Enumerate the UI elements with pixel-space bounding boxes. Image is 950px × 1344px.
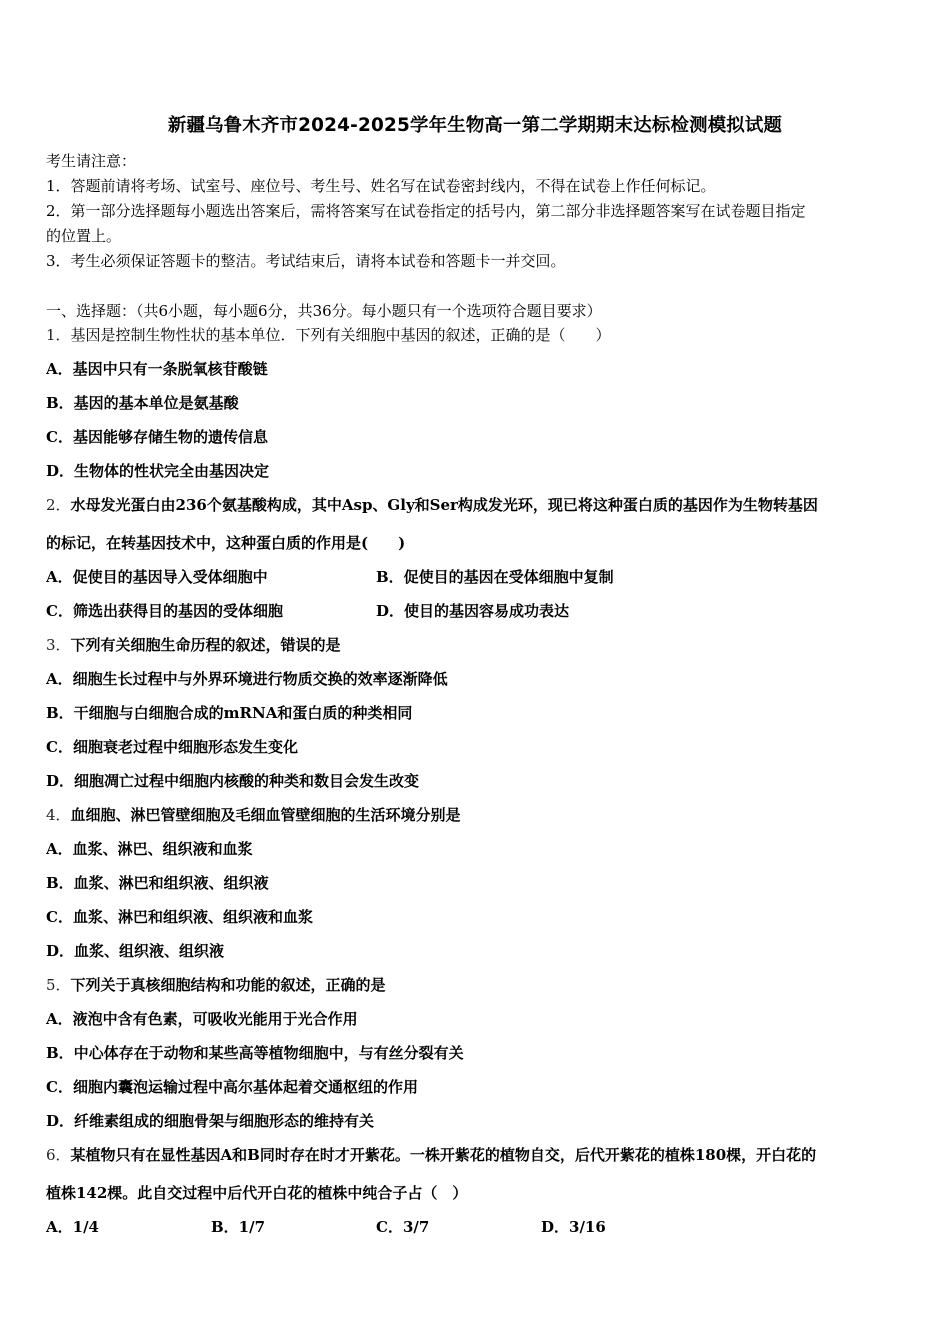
- option-a: A．促使目的基因导入受体细胞中: [46, 568, 268, 586]
- option-b: B．血浆、淋巴和组织液、组织液: [46, 874, 269, 892]
- option-b: B．促使目的基因在受体细胞中复制: [376, 568, 614, 586]
- question-1-stem: [46, 325, 611, 345]
- question-6-stem: [46, 1145, 816, 1165]
- question-5-stem: [46, 975, 386, 995]
- question-text: 下列关于真核细胞结构和功能的叙述，正确的是: [70, 976, 386, 994]
- question-2-stem-cont: 的标记，在转基因技术中，这种蛋白质的作用是( ): [46, 534, 406, 552]
- option-a: A．血浆、淋巴、组织液和血浆: [46, 840, 253, 858]
- option-c: C．细胞内囊泡运输过程中高尔基体起着交通枢纽的作用: [46, 1078, 418, 1096]
- question-text: 下列有关细胞生命历程的叙述，错误的是: [70, 636, 341, 654]
- question-number: 1．: [46, 326, 71, 344]
- option-a: A．1/4: [46, 1218, 99, 1236]
- option-c: C．血浆、淋巴和组织液、组织液和血浆: [46, 908, 313, 926]
- exam-title: 新疆乌鲁木齐市2024-2025学年生物高一第二学期期末达标检测模拟试题: [167, 115, 783, 136]
- option-d: D．纤维素组成的细胞骨架与细胞形态的维持有关: [46, 1112, 375, 1130]
- option-d: D．生物体的性状完全由基因决定: [46, 462, 270, 480]
- question-text: 某植物只有在显性基因A和B同时存在时才开紫花。一株开紫花的植物自交，后代开紫花的植株180棵，开白花的: [70, 1146, 817, 1164]
- notice-heading: 考生请注意：: [46, 152, 137, 170]
- notice-item: 1．答题前请将考场、试室号、座位号、考生号、姓名写在试卷密封线内，不得在试卷上作任何标记。: [46, 177, 716, 195]
- notice-item: 的位置上。: [46, 227, 122, 245]
- option-c: C．基因能够存储生物的遗传信息: [46, 428, 268, 446]
- question-number: 2．: [46, 496, 71, 514]
- notice-item: 2．第一部分选择题每小题选出答案后，需将答案写在试卷指定的括号内，第二部分非选择题答案写在试卷题目指定: [46, 202, 806, 220]
- question-3-stem: [46, 635, 341, 655]
- option-d: D．细胞凋亡过程中细胞内核酸的种类和数目会发生改变: [46, 772, 420, 790]
- option-c: C．3/7: [376, 1218, 430, 1236]
- question-4-stem: [46, 805, 461, 825]
- option-d: D．血浆、组织液、组织液: [46, 942, 225, 960]
- question-text: 基因是控制生物性状的基本单位．下列有关细胞中基因的叙述，正确的是（ ）: [70, 326, 611, 344]
- question-text: 水母发光蛋白由236个氨基酸构成，其中Asp、Gly和Ser构成发光环，现已将这种蛋白质的基因作为生物转基因: [70, 496, 818, 514]
- question-number: 4．: [46, 806, 71, 824]
- notice-item: 3．考生必须保证答题卡的整洁。考试结束后，请将本试卷和答题卡一并交回。: [46, 252, 566, 270]
- question-number: 5．: [46, 976, 71, 994]
- question-number: 6．: [46, 1146, 71, 1164]
- question-text: 血细胞、淋巴管壁细胞及毛细血管壁细胞的生活环境分别是: [70, 806, 461, 824]
- question-number: 3．: [46, 636, 71, 654]
- option-a: A．细胞生长过程中与外界环境进行物质交换的效率逐渐降低: [46, 670, 448, 688]
- option-d: D．3/16: [541, 1218, 606, 1236]
- option-d: D．使目的基因容易成功表达: [376, 602, 570, 620]
- option-a: A．基因中只有一条脱氧核苷酸链: [46, 360, 268, 378]
- option-b: B．干细胞与白细胞合成的mRNA和蛋白质的种类相同: [46, 704, 413, 722]
- section-heading: 一、选择题：（共6小题，每小题6分，共36分。每小题只有一个选项符合题目要求）: [46, 302, 602, 320]
- option-b: B．1/7: [211, 1218, 266, 1236]
- option-b: B．基因的基本单位是氨基酸: [46, 394, 239, 412]
- option-c: C．筛选出获得目的基因的受体细胞: [46, 602, 283, 620]
- question-6-stem-cont: 植株142棵。此自交过程中后代开白花的植株中纯合子占（ ）: [46, 1184, 468, 1202]
- option-b: B．中心体存在于动物和某些高等植物细胞中，与有丝分裂有关: [46, 1044, 464, 1062]
- question-2-stem: [46, 495, 818, 515]
- option-a: A．液泡中含有色素，可吸收光能用于光合作用: [46, 1010, 358, 1028]
- option-c: C．细胞衰老过程中细胞形态发生变化: [46, 738, 298, 756]
